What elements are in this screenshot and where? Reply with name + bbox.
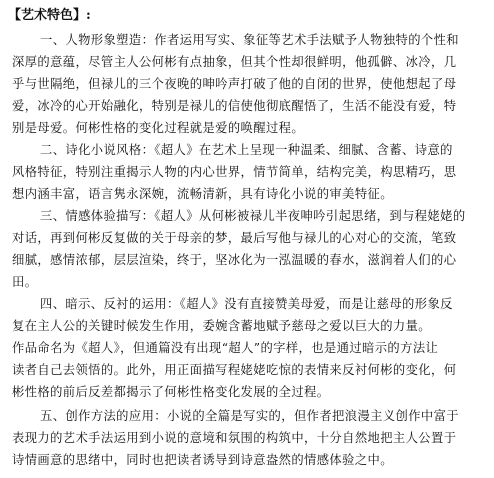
paragraph-4-line-4: 读者自己去领悟的。此外，用正面描写程姥姥吃惊的表情来反衬何彬的变化，何 bbox=[12, 363, 457, 377]
paragraph-4-line-1: 四、暗示、反衬的运用：《超人》没有直接赞美母爱，而是让慈母的形象反 bbox=[40, 297, 453, 311]
paragraph-4-line-2: 复在主人公的关键时候发生作用，委婉含蓄地赋予慈母之爱以巨大的力量。 bbox=[12, 319, 431, 333]
paragraph-3-line-1: 三、情感体验描写：《超人》从何彬被禄儿半夜呻吟引起思绪，到与程姥姥的 bbox=[40, 209, 466, 223]
paragraph-4-line-3: 作品命名为《超人》，但通篇没有出现“超人”的字样，也是通过暗示的方法让 bbox=[12, 341, 439, 355]
paragraph-1-line-3: 乎与世隔绝，但禄儿的三个夜晚的呻吟声打破了他的自闭的世界，使他想起了母 bbox=[12, 77, 457, 91]
paragraph-3-line-2: 对话，再到何彬反复做的关于母亲的梦，最后写他与禄儿的心对心的交流，笔致 bbox=[12, 231, 457, 245]
paragraph-2-line-1: 二、诗化小说风格：《超人》在艺术上呈现一种温柔、细腻、含蓄、诗意的 bbox=[40, 143, 453, 157]
paragraph-2-line-2: 风格特征，特别注重揭示人物的内心世界，情节简单，结构完美，构思精巧，思 bbox=[12, 165, 457, 179]
paragraph-1-line-5: 别是母爱。何彬性格的变化过程就是爱的唤醒过程。 bbox=[12, 121, 305, 135]
paragraph-5-line-3: 诗情画意的思绪中，同时也把读者诱导到诗意盎然的情感体验之中。 bbox=[12, 453, 393, 467]
section-heading: 【艺术特色】: bbox=[8, 8, 91, 23]
paragraph-1-line-4: 爱，冰冷的心开始融化，特别是禄儿的信使他彻底醒悟了，生活不能没有爱，特 bbox=[12, 99, 457, 113]
paragraph-5-line-2: 表现力的艺术手法运用到小说的意境和氛围的构筑中，十分自然地把主人公置于 bbox=[12, 431, 457, 445]
paragraph-2-line-3: 想内涵丰富，语言隽永深婉，流畅清新，具有诗化小说的审美特征。 bbox=[12, 187, 393, 201]
paragraph-3-line-3: 细腻，感情浓郁，层层渲染，终于，坚冰化为一泓温暖的春水，滋润着人们的心 bbox=[12, 253, 457, 267]
paragraph-4-line-5: 彬性格的前后反差都揭示了何彬性格变化发展的全过程。 bbox=[12, 385, 330, 399]
paragraph-1-line-2: 深厚的意蕴，尽管主人公何彬有点抽象，但其个性却很鲜明，他孤僻、冰冷，几 bbox=[12, 55, 457, 69]
paragraph-1-line-1: 一、人物形象塑造：作者运用写实、象征等艺术手法赋予人物独特的个性和 bbox=[40, 33, 459, 47]
paragraph-5-line-1: 五、创作方法的应用：小说的全篇是写实的，但作者把浪漫主义创作中富于 bbox=[40, 409, 459, 423]
paragraph-3-line-4: 田。 bbox=[12, 275, 38, 289]
